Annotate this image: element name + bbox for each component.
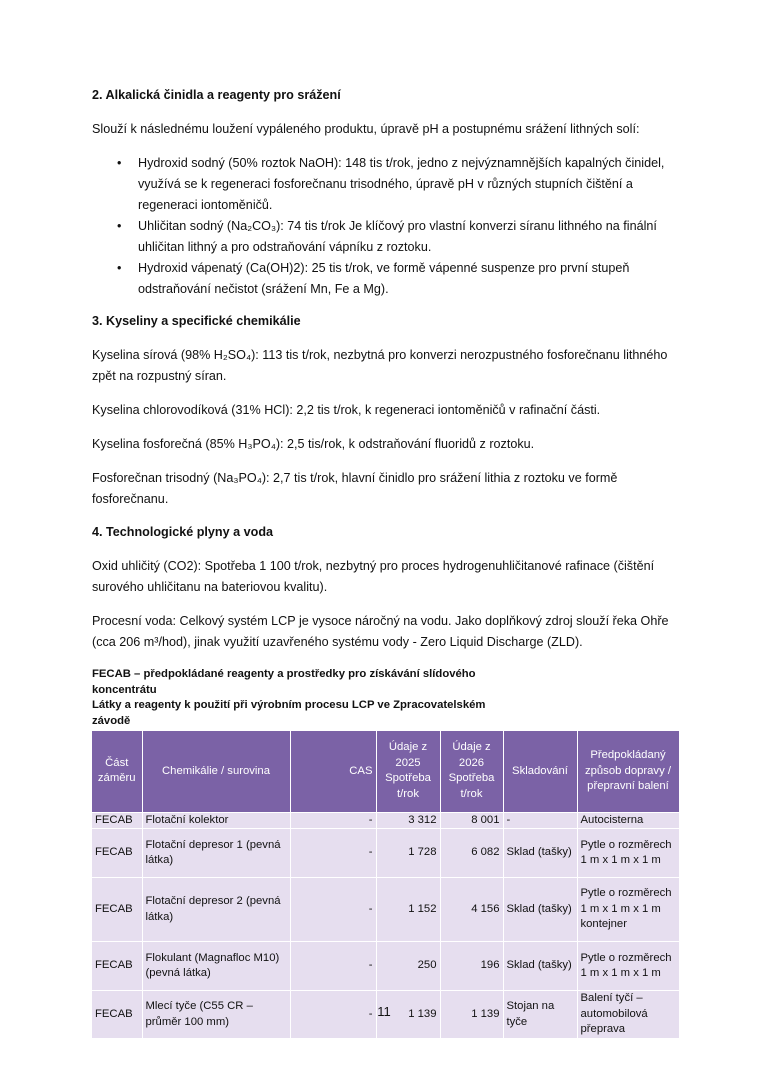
table-cell: Pytle o rozměrech 1 m x 1 m x 1 m [577,829,679,878]
column-header: Údaje z 2026 Spotřeba t/rok [440,731,503,812]
table-cell: FECAB [92,878,142,942]
table-cell: - [290,878,376,942]
table-cell: 1 728 [376,829,440,878]
table-cell: FECAB [92,991,142,1039]
table-cell: Pytle o rozměrech 1 m x 1 m x 1 m kontejner [577,878,679,942]
column-header: Chemikálie / surovina [142,731,290,812]
list-item: • Hydroxid vápenatý (Ca(OH)2): 25 tis t/rok, ve formě vápenné suspenze pro první stupeň odstraňování nečistot (srážení Mn, Fe a Mg). [138,258,680,300]
table-cell: Sklad (tašky) [503,942,577,991]
table-cell: 250 [376,942,440,991]
table-cell: - [290,829,376,878]
section-2-heading: 2. Alkalická činidla a reagenty pro srážení [92,88,341,102]
table-cell: 6 082 [440,829,503,878]
paragraph: Procesní voda: Celkový systém LCP je vysoce náročný na vodu. Jako doplňkový zdroj slouží řeka Ohře (cca 206 m³/hod), jinak využití uzavřeného systému vody - Zero Liquid Discharge (ZLD). [92,614,669,649]
table-cell: 8 001 [440,812,503,829]
table-cell: 4 156 [440,878,503,942]
column-header: CAS [290,731,376,812]
table-cell: Flotační depresor 2 (pevná látka) [142,878,290,942]
table-cell: Stojan na tyče [503,991,577,1039]
table-cell: - [290,812,376,829]
table-cell: - [290,991,376,1039]
table-cell: Sklad (tašky) [503,829,577,878]
paragraph: Kyselina chlorovodíková (31% HCl): 2,2 tis t/rok, k regeneraci iontoměničů v rafinační části. [92,403,601,417]
table-cell: 196 [440,942,503,991]
column-header: Skladování [503,731,577,812]
paragraph: Kyselina fosforečná (85% H₃PO₄): 2,5 tis/rok, k odstraňování fluoridů z roztoku. [92,437,535,451]
table-row [92,878,679,942]
table-row [92,812,679,829]
table-caption-2: Látky a reagenty k použití při výrobním procesu LCP ve Zpracovatelském závodě [92,699,486,727]
table-cell: Autocisterna [577,812,679,829]
table-cell: 1 152 [376,878,440,942]
table-row [92,829,679,878]
table-cell: Balení tyčí – automobilová přeprava [577,991,679,1039]
section-2-intro: Slouží k následnému loužení vypáleného produktu, úpravě pH a postupnému srážení lithných solí: [92,122,640,136]
reagents-table [92,731,680,1039]
section-2-list [92,153,680,300]
page-number: 11 [377,1004,391,1019]
column-header: Předpokládaný způsob dopravy / přepravní balení [577,731,679,812]
document-page [92,86,680,1036]
table-cell: - [290,942,376,991]
column-header: Údaje z 2025 Spotřeba t/rok [376,731,440,812]
table-cell: 1 139 [440,991,503,1039]
column-header: Část záměru [92,731,142,812]
paragraph: Oxid uhličitý (CO2): Spotřeba 1 100 t/rok, nezbytný pro proces hydrogenuhličitanové rafinace (čištění surového uhličitanu na bateriovou kvalitu). [92,559,655,594]
table-cell: Mlecí tyče (C55 CR – průměr 100 mm) [142,991,290,1039]
table-cell: 1 139 [376,991,440,1039]
paragraph: Kyselina sírová (98% H₂SO₄): 113 tis t/rok, nezbytná pro konverzi nerozpustného fosforečnanu lithného zpět na rozpustný síran. [92,348,668,383]
table-cell: Flokulant (Magnafloc M10) (pevná látka) [142,942,290,991]
table-caption-1: FECAB – předpokládané reagenty a prostředky pro získávání slídového koncentrátu [92,668,476,696]
table-cell: FECAB [92,812,142,829]
table-cell: FECAB [92,829,142,878]
table-row [92,942,679,991]
table-cell: 3 312 [376,812,440,829]
list-item: • Uhličitan sodný (Na₂CO₃): 74 tis t/rok Je klíčový pro vlastní konverzi síranu lithného na finální uhličitan lithný a pro odstraňování vápníku z roztoku. [138,216,680,258]
section-3-heading: 3. Kyseliny a specifické chemikálie [92,314,301,328]
table-cell: Sklad (tašky) [503,878,577,942]
table-cell: FECAB [92,942,142,991]
table-cell: Pytle o rozměrech 1 m x 1 m x 1 m [577,942,679,991]
table-cell: Flotační kolektor [142,812,290,829]
table-cell: Flotační depresor 1 (pevná látka) [142,829,290,878]
paragraph: Fosforečnan trisodný (Na₃PO₄): 2,7 tis t/rok, hlavní činidlo pro srážení lithia z roztoku ve formě fosforečnanu. [92,471,618,506]
list-item: • Hydroxid sodný (50% roztok NaOH): 148 tis t/rok, jedno z nejvýznamnějších kapalných činidel, využívá se k regeneraci fosforečnanu trisodného, úpravě pH v různých stupních čištění a regeneraci iontoměničů. [138,153,680,216]
section-4-heading: 4. Technologické plyny a voda [92,525,274,539]
table-cell: - [503,812,577,829]
